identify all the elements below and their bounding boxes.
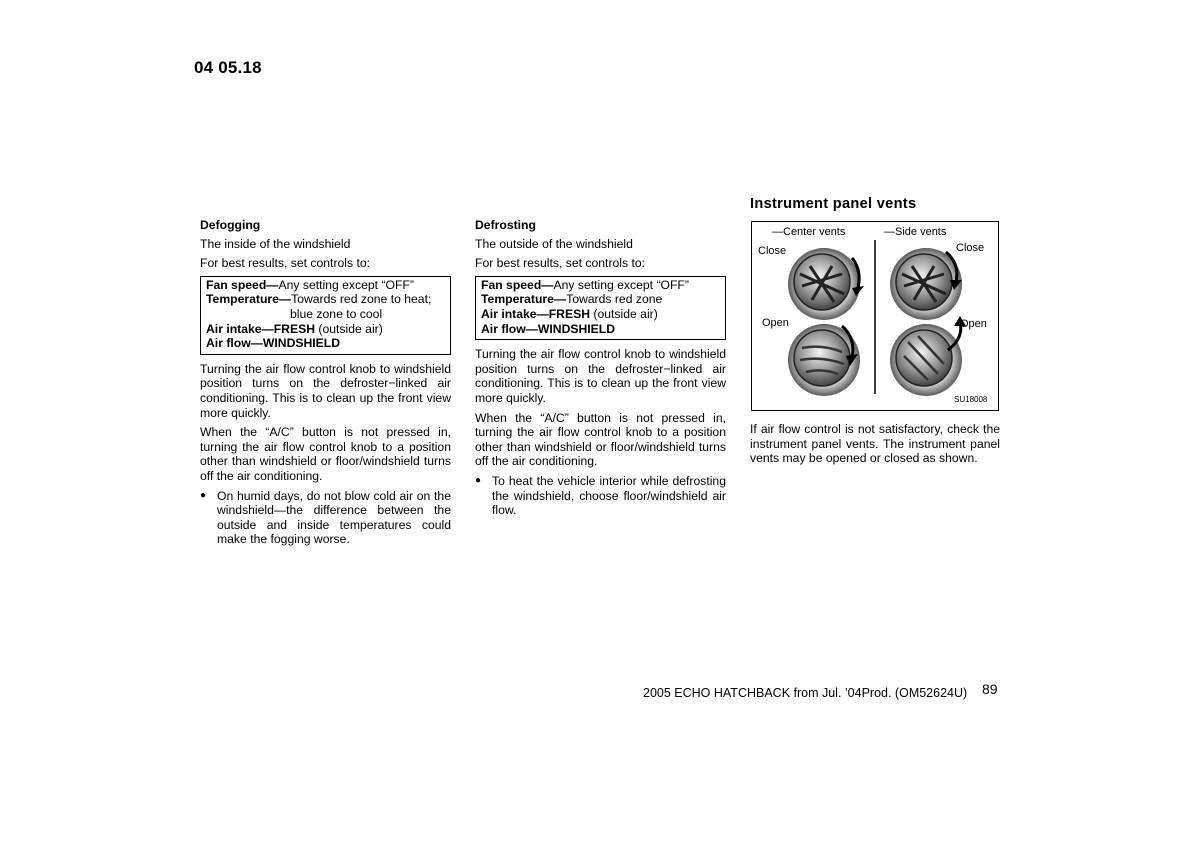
date-stamp: 04 05.18 — [194, 58, 262, 77]
open-right-label: Open — [960, 318, 987, 330]
air-intake-value: (outside air) — [590, 306, 658, 321]
defrosting-para-1: Turning the air flow control knob to windshield position turns on the defroster−linked air conditioning. This is to clean up the front view more quickly. — [475, 347, 726, 405]
defogging-bullet — [200, 489, 451, 547]
vents-figure — [751, 221, 999, 411]
side-vents-label: —Side vents — [884, 226, 947, 238]
air-flow-label: Air flow—WINDSHIELD — [206, 336, 341, 351]
close-left-label: Close — [758, 245, 787, 257]
fan-speed-value: Any setting except “OFF” — [553, 277, 689, 292]
temperature-value: Towards red zone to heat; — [291, 292, 432, 307]
defogging-best-results: For best results, set controls to: — [200, 256, 371, 271]
figure-code: SU18008 — [954, 395, 988, 404]
defrosting-section — [475, 218, 726, 518]
defrosting-bullet — [475, 474, 726, 518]
defogging-para-1: Turning the air flow control knob to windshield position turns on the defroster−linked air conditioning. This is to clean up the front view more quickly. — [200, 361, 451, 420]
center-vent-open-icon — [788, 324, 860, 396]
defrosting-heading: Defrosting — [475, 218, 536, 232]
defogging-bullet-text: On humid days, do not blow cold air on the windshield—the difference between the outside and inside temperatures could make the fogging worse. — [217, 488, 451, 547]
defrosting-intro: The outside of the windshield — [475, 236, 633, 251]
defogging-intro: The inside of the windshield — [200, 236, 351, 251]
center-vent-closed-icon — [788, 248, 864, 320]
air-flow-label: Air flow—WINDSHIELD — [481, 321, 616, 336]
page-number: 89 — [982, 681, 998, 697]
defogging-para-2: When the “A/C” button is not pressed in, turning the air flow control knob to a position other than windshield or floor/windshield turns off the air conditioning. — [200, 425, 451, 483]
temperature-label: Temperature— — [481, 292, 567, 307]
close-right-label: Close — [956, 242, 985, 254]
defogging-settings-box — [200, 276, 451, 355]
center-vents-label: —Center vents — [772, 226, 846, 238]
vents-description: If air flow control is not satisfactory, check the instrument panel vents. The instrument panel vents may be opened or closed as shown. — [750, 422, 1000, 466]
defrosting-settings-box — [475, 276, 726, 340]
defrosting-best-results: For best results, set controls to: — [475, 256, 646, 271]
air-intake-label: Air intake—FRESH — [481, 306, 591, 321]
side-vent-closed-icon — [890, 248, 962, 320]
footer-reference: 2005 ECHO HATCHBACK from Jul. ’04Prod. (OM52624U) — [643, 686, 968, 700]
open-left-label: Open — [762, 317, 789, 329]
side-vent-open-icon — [890, 316, 966, 396]
temperature-value-2: blue zone to cool — [290, 306, 383, 321]
air-intake-value: (outside air) — [315, 321, 383, 336]
bullet-dot-icon: ● — [475, 474, 482, 486]
fan-speed-label: Fan speed— — [481, 277, 554, 292]
temperature-label: Temperature— — [206, 292, 292, 307]
air-intake-label: Air intake—FRESH — [206, 321, 316, 336]
temperature-value: Towards red zone — [566, 292, 663, 307]
vents-title: Instrument panel vents — [750, 196, 917, 212]
fan-speed-label: Fan speed— — [206, 277, 279, 292]
defrosting-bullet-text: To heat the vehicle interior while defrosting the windshield, choose floor/windshield air flow. — [492, 473, 726, 518]
defogging-section — [200, 218, 451, 547]
bullet-dot-icon: ● — [200, 489, 207, 501]
defogging-heading: Defogging — [200, 218, 261, 232]
fan-speed-value: Any setting except “OFF” — [278, 277, 414, 292]
defrosting-para-2: When the “A/C” button is not pressed in, turning the air flow control knob to a position other than windshield or floor/windshield turns off the air conditioning. — [475, 410, 726, 469]
